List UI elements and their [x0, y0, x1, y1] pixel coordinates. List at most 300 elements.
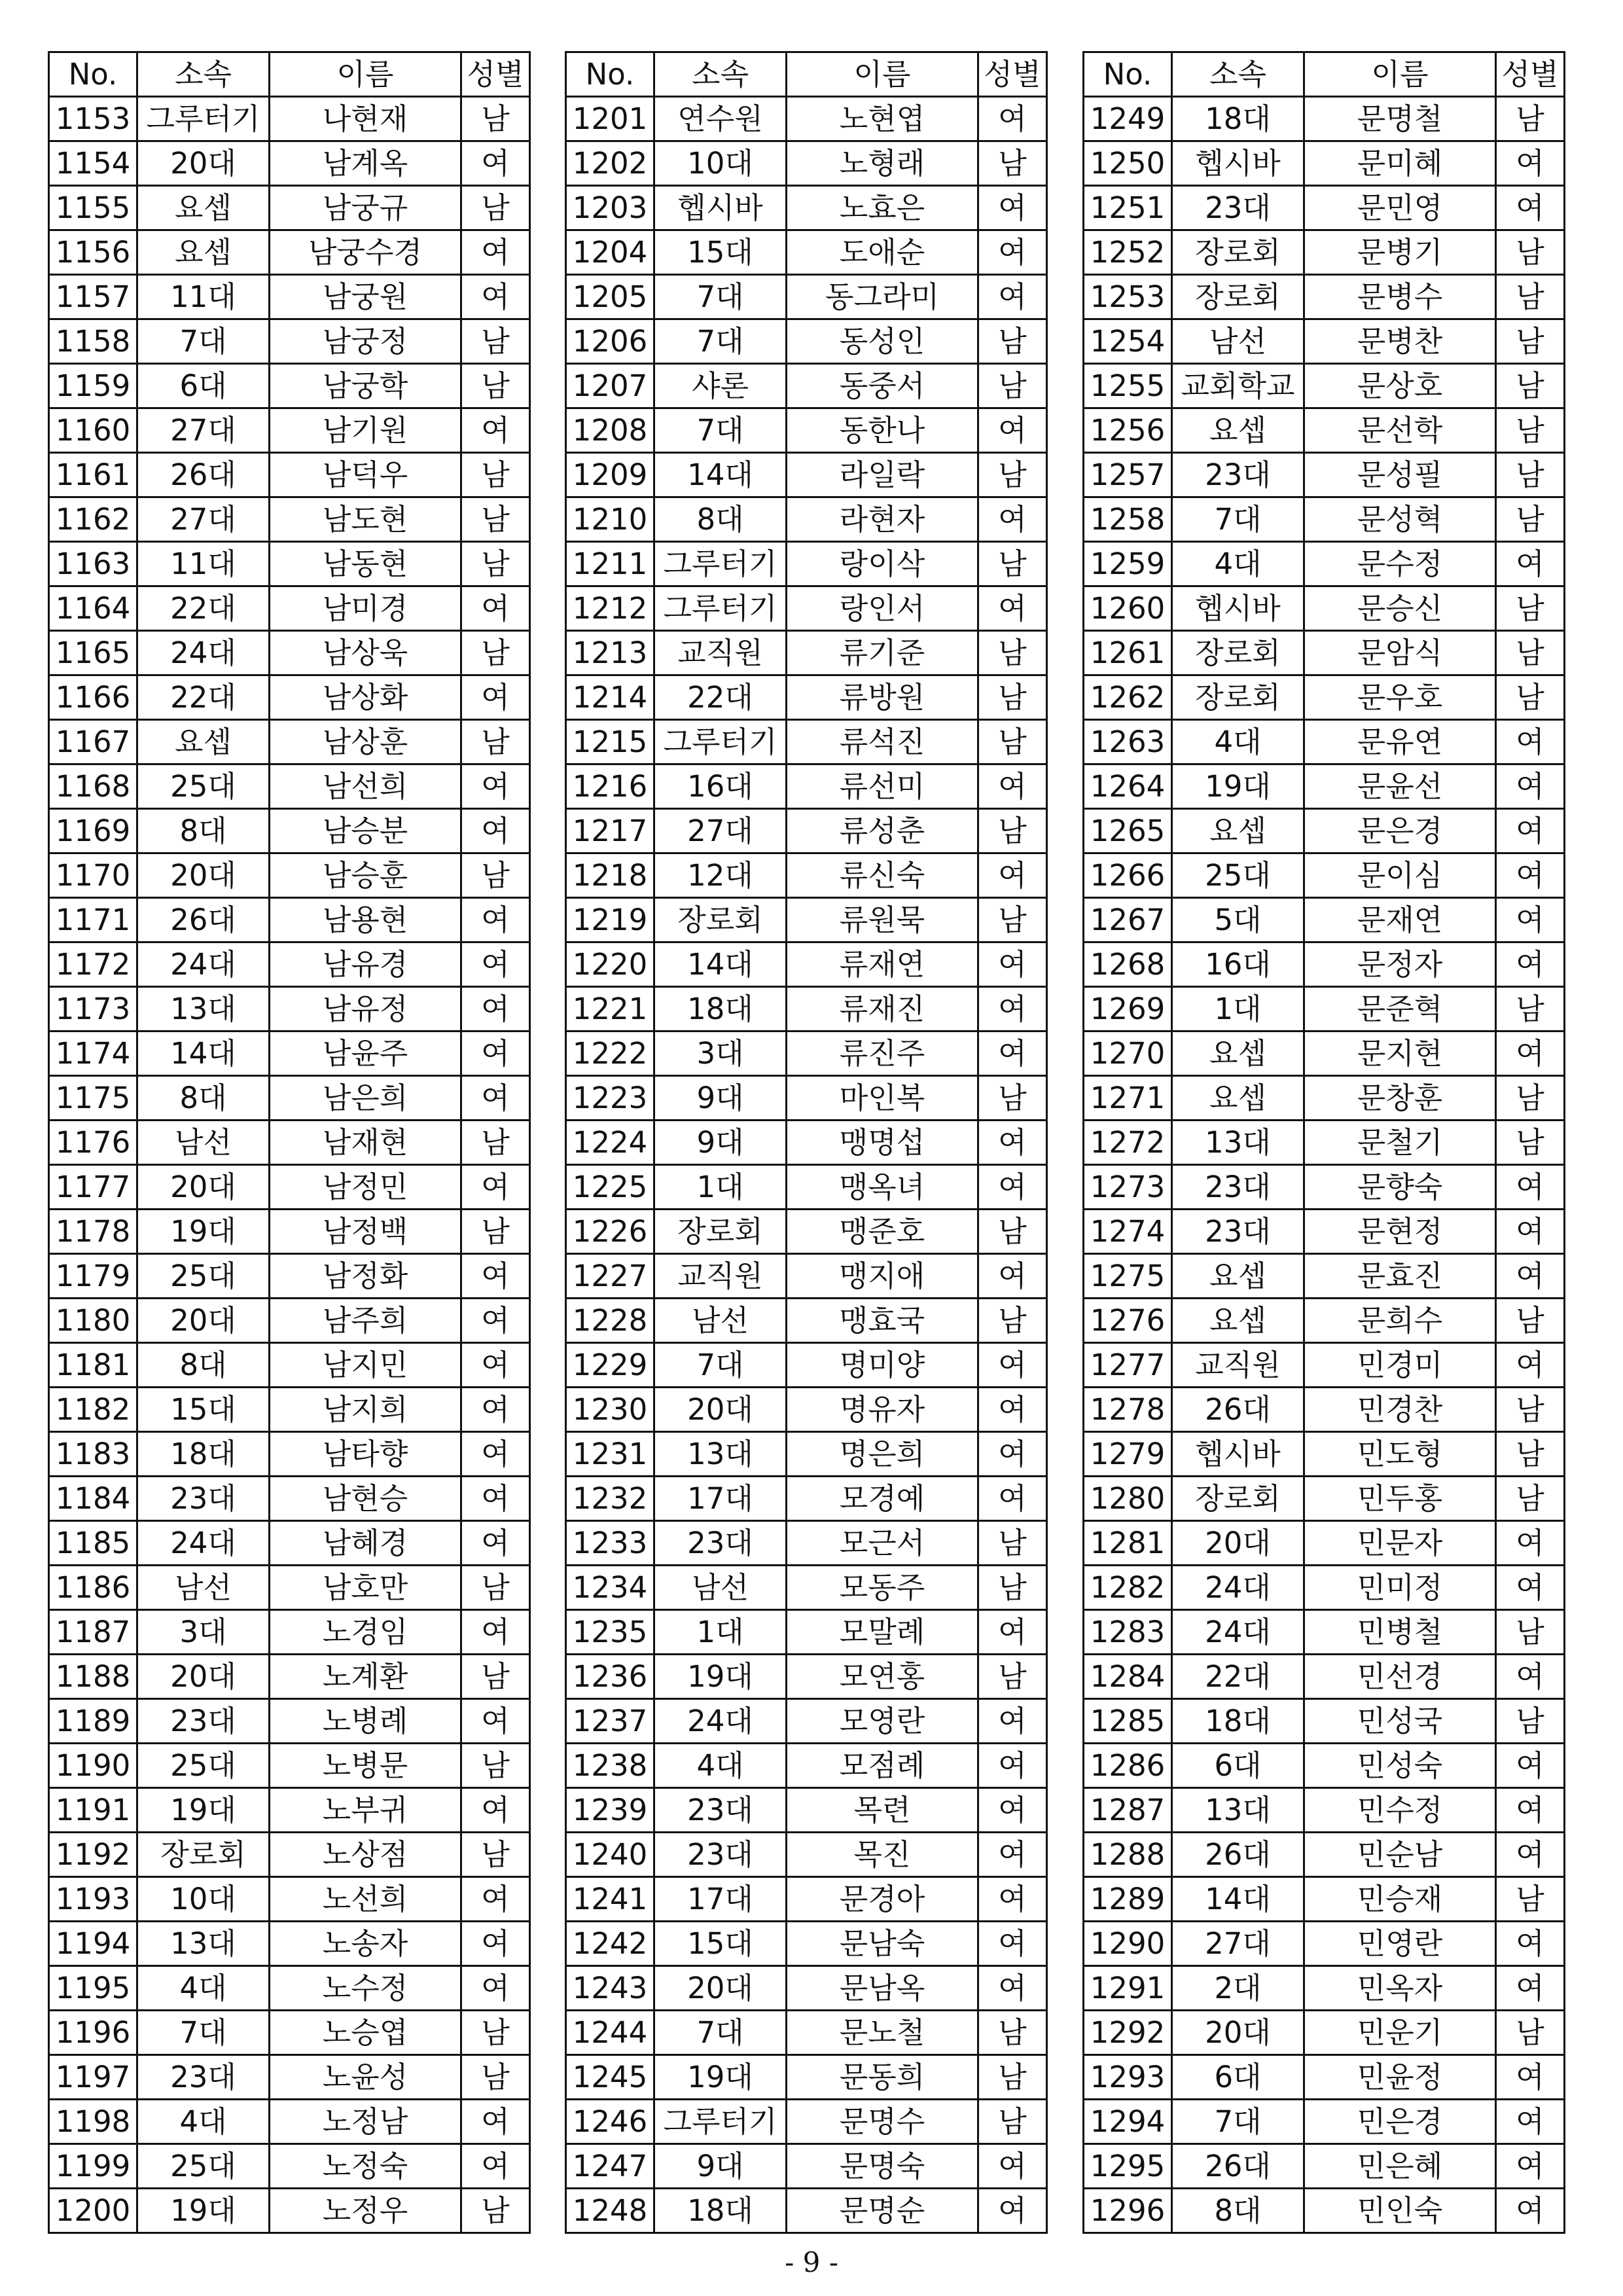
header-no: No.	[1084, 52, 1172, 97]
cell-no: 1217	[566, 809, 654, 853]
cell-name: 동성인	[787, 319, 978, 364]
header-no: No.	[49, 52, 137, 97]
cell-name: 문이심	[1304, 853, 1496, 898]
cell-affiliation: 20대	[654, 1388, 787, 1432]
cell-name: 라일락	[787, 453, 978, 497]
table-row	[1084, 1655, 1565, 1699]
cell-name: 문성혁	[1304, 497, 1496, 542]
cell-no: 1180	[49, 1299, 137, 1343]
cell-gender: 남	[1496, 408, 1565, 453]
cell-name: 맹지애	[787, 1254, 978, 1299]
cell-affiliation: 3대	[654, 1031, 787, 1076]
table-row	[566, 2144, 1047, 2189]
cell-gender: 여	[461, 1699, 530, 1744]
table-row	[1084, 942, 1565, 987]
table-row	[566, 764, 1047, 809]
table-body	[566, 97, 1047, 2233]
table-row	[1084, 1566, 1565, 1610]
cell-affiliation: 23대	[1172, 1165, 1304, 1210]
cell-affiliation: 장로회	[654, 898, 787, 942]
cell-name: 남계옥	[270, 141, 461, 186]
cell-affiliation: 20대	[1172, 2011, 1304, 2055]
cell-gender: 남	[978, 2055, 1047, 2100]
cell-name: 남지민	[270, 1343, 461, 1388]
cell-no: 1273	[1084, 1165, 1172, 1210]
cell-no: 1292	[1084, 2011, 1172, 2055]
cell-affiliation: 26대	[1172, 2144, 1304, 2189]
cell-name: 민수정	[1304, 1788, 1496, 1833]
cell-gender: 여	[1496, 764, 1565, 809]
cell-gender: 남	[978, 364, 1047, 408]
cell-affiliation: 20대	[137, 1299, 270, 1343]
cell-affiliation: 11대	[137, 542, 270, 586]
table-row	[566, 141, 1047, 186]
cell-gender: 여	[978, 1610, 1047, 1655]
table-row	[49, 1610, 530, 1655]
cell-no: 1225	[566, 1165, 654, 1210]
cell-no: 1234	[566, 1566, 654, 1610]
cell-gender: 남	[1496, 631, 1565, 675]
cell-no: 1183	[49, 1432, 137, 1477]
cell-name: 라현자	[787, 497, 978, 542]
cell-gender: 여	[1496, 853, 1565, 898]
cell-no: 1206	[566, 319, 654, 364]
cell-affiliation: 15대	[654, 230, 787, 275]
cell-gender: 여	[1496, 1031, 1565, 1076]
cell-no: 1211	[566, 542, 654, 586]
cell-affiliation: 17대	[654, 1877, 787, 1922]
cell-affiliation: 헵시바	[1172, 1432, 1304, 1477]
cell-no: 1170	[49, 853, 137, 898]
cell-name: 노병문	[270, 1744, 461, 1788]
cell-no: 1265	[1084, 809, 1172, 853]
cell-name: 남유경	[270, 942, 461, 987]
cell-name: 목진	[787, 1833, 978, 1877]
cell-affiliation: 8대	[654, 497, 787, 542]
cell-no: 1290	[1084, 1922, 1172, 1966]
table-row	[566, 1076, 1047, 1121]
cell-no: 1153	[49, 97, 137, 141]
cell-name: 문수정	[1304, 542, 1496, 586]
table-row	[1084, 1076, 1565, 1121]
cell-no: 1174	[49, 1031, 137, 1076]
table-row	[566, 1833, 1047, 1877]
cell-name: 민순남	[1304, 1833, 1496, 1877]
cell-gender: 여	[461, 2144, 530, 2189]
cell-gender: 여	[1496, 1922, 1565, 1966]
table-row	[49, 1966, 530, 2011]
cell-gender: 여	[461, 764, 530, 809]
cell-no: 1240	[566, 1833, 654, 1877]
cell-gender: 남	[1496, 1477, 1565, 1521]
cell-no: 1231	[566, 1432, 654, 1477]
header-affiliation: 소속	[654, 52, 787, 97]
cell-gender: 여	[461, 1521, 530, 1566]
cell-affiliation: 24대	[137, 1521, 270, 1566]
cell-no: 1289	[1084, 1877, 1172, 1922]
table-row	[566, 1877, 1047, 1922]
cell-name: 문승신	[1304, 586, 1496, 631]
cell-name: 문지현	[1304, 1031, 1496, 1076]
cell-affiliation: 14대	[654, 942, 787, 987]
cell-gender: 남	[978, 141, 1047, 186]
cell-name: 문상호	[1304, 364, 1496, 408]
cell-name: 문선학	[1304, 408, 1496, 453]
cell-name: 민운기	[1304, 2011, 1496, 2055]
cell-affiliation: 7대	[654, 1343, 787, 1388]
cell-no: 1294	[1084, 2100, 1172, 2144]
cell-no: 1286	[1084, 1744, 1172, 1788]
cell-gender: 여	[978, 1432, 1047, 1477]
cell-gender: 여	[1496, 2055, 1565, 2100]
table-row	[566, 97, 1047, 141]
cell-gender: 여	[461, 230, 530, 275]
cell-no: 1233	[566, 1521, 654, 1566]
cell-gender: 남	[1496, 1299, 1565, 1343]
cell-affiliation: 요셉	[1172, 1254, 1304, 1299]
cell-gender: 여	[978, 186, 1047, 230]
table-row	[566, 1388, 1047, 1432]
cell-name: 문향숙	[1304, 1165, 1496, 1210]
cell-affiliation: 16대	[654, 764, 787, 809]
table-row	[1084, 2144, 1565, 2189]
cell-gender: 남	[1496, 1388, 1565, 1432]
cell-no: 1178	[49, 1210, 137, 1254]
table-row	[49, 97, 530, 141]
cell-affiliation: 13대	[137, 1922, 270, 1966]
cell-name: 문병수	[1304, 275, 1496, 319]
table-row	[566, 942, 1047, 987]
cell-no: 1175	[49, 1076, 137, 1121]
cell-name: 동한나	[787, 408, 978, 453]
table-row	[1084, 1610, 1565, 1655]
cell-name: 모영란	[787, 1699, 978, 1744]
cell-name: 남궁원	[270, 275, 461, 319]
table-row	[1084, 453, 1565, 497]
table-row	[1084, 542, 1565, 586]
cell-gender: 여	[1496, 809, 1565, 853]
cell-affiliation: 13대	[1172, 1121, 1304, 1165]
cell-affiliation: 25대	[137, 1254, 270, 1299]
table-row	[1084, 764, 1565, 809]
cell-name: 남승훈	[270, 853, 461, 898]
table-row	[566, 809, 1047, 853]
cell-affiliation: 7대	[137, 319, 270, 364]
cell-gender: 여	[978, 942, 1047, 987]
cell-name: 문병찬	[1304, 319, 1496, 364]
cell-affiliation: 27대	[654, 809, 787, 853]
cell-gender: 남	[1496, 97, 1565, 141]
table-row	[49, 1566, 530, 1610]
cell-gender: 여	[978, 1744, 1047, 1788]
cell-affiliation: 요셉	[1172, 1076, 1304, 1121]
cell-name: 문암식	[1304, 631, 1496, 675]
cell-gender: 남	[461, 542, 530, 586]
cell-affiliation: 8대	[1172, 2189, 1304, 2233]
cell-gender: 여	[461, 1966, 530, 2011]
cell-affiliation: 헵시바	[1172, 586, 1304, 631]
cell-name: 민선경	[1304, 1655, 1496, 1699]
cell-name: 민윤정	[1304, 2055, 1496, 2100]
cell-no: 1237	[566, 1699, 654, 1744]
table-row	[566, 408, 1047, 453]
cell-affiliation: 27대	[137, 408, 270, 453]
cell-name: 노정남	[270, 2100, 461, 2144]
table-row	[1084, 1388, 1565, 1432]
cell-no: 1197	[49, 2055, 137, 2100]
cell-name: 문동희	[787, 2055, 978, 2100]
cell-affiliation: 헵시바	[654, 186, 787, 230]
table-row	[49, 1521, 530, 1566]
cell-gender: 여	[1496, 186, 1565, 230]
cell-name: 남주희	[270, 1299, 461, 1343]
cell-name: 류석진	[787, 720, 978, 764]
cell-name: 노정우	[270, 2189, 461, 2233]
cell-affiliation: 4대	[137, 2100, 270, 2144]
table-row	[566, 1210, 1047, 1254]
cell-gender: 여	[461, 898, 530, 942]
cell-affiliation: 23대	[137, 1699, 270, 1744]
table-row	[1084, 1121, 1565, 1165]
cell-no: 1179	[49, 1254, 137, 1299]
cell-no: 1169	[49, 809, 137, 853]
cell-gender: 남	[978, 1521, 1047, 1566]
cell-no: 1220	[566, 942, 654, 987]
table-row	[49, 1744, 530, 1788]
cell-gender: 여	[1496, 1165, 1565, 1210]
cell-affiliation: 9대	[654, 2144, 787, 2189]
cell-no: 1196	[49, 2011, 137, 2055]
cell-name: 문효진	[1304, 1254, 1496, 1299]
cell-affiliation: 7대	[137, 2011, 270, 2055]
cell-name: 노경임	[270, 1610, 461, 1655]
member-table-3	[1082, 51, 1565, 2234]
cell-name: 류재진	[787, 987, 978, 1031]
cell-affiliation: 9대	[654, 1121, 787, 1165]
table-row	[1084, 675, 1565, 720]
cell-no: 1271	[1084, 1076, 1172, 1121]
cell-no: 1267	[1084, 898, 1172, 942]
cell-no: 1157	[49, 275, 137, 319]
cell-no: 1248	[566, 2189, 654, 2233]
cell-gender: 여	[978, 2144, 1047, 2189]
cell-gender: 여	[461, 1254, 530, 1299]
table-row	[49, 453, 530, 497]
cell-affiliation: 25대	[1172, 853, 1304, 898]
header-gender: 성별	[978, 52, 1047, 97]
cell-affiliation: 22대	[1172, 1655, 1304, 1699]
cell-affiliation: 요셉	[1172, 809, 1304, 853]
table-row	[566, 1031, 1047, 1076]
table-row	[566, 1966, 1047, 2011]
cell-affiliation: 27대	[137, 497, 270, 542]
cell-gender: 여	[978, 1031, 1047, 1076]
cell-affiliation: 19대	[137, 2189, 270, 2233]
cell-affiliation: 13대	[654, 1432, 787, 1477]
cell-gender: 남	[1496, 586, 1565, 631]
cell-no: 1190	[49, 1744, 137, 1788]
cell-affiliation: 1대	[1172, 987, 1304, 1031]
cell-no: 1212	[566, 586, 654, 631]
cell-affiliation: 14대	[137, 1031, 270, 1076]
cell-no: 1185	[49, 1521, 137, 1566]
cell-no: 1177	[49, 1165, 137, 1210]
cell-no: 1293	[1084, 2055, 1172, 2100]
cell-no: 1204	[566, 230, 654, 275]
cell-gender: 여	[1496, 1966, 1565, 2011]
cell-no: 1270	[1084, 1031, 1172, 1076]
cell-gender: 여	[978, 1699, 1047, 1744]
table-row	[49, 987, 530, 1031]
cell-gender: 여	[1496, 942, 1565, 987]
header-affiliation: 소속	[137, 52, 270, 97]
cell-gender: 여	[461, 2100, 530, 2144]
table-row	[49, 2011, 530, 2055]
table-row	[566, 1566, 1047, 1610]
cell-gender: 남	[1496, 275, 1565, 319]
cell-name: 민경미	[1304, 1343, 1496, 1388]
table-row	[1084, 1833, 1565, 1877]
table-row	[49, 853, 530, 898]
table-row	[566, 853, 1047, 898]
cell-no: 1166	[49, 675, 137, 720]
cell-no: 1173	[49, 987, 137, 1031]
cell-no: 1216	[566, 764, 654, 809]
cell-affiliation: 헵시바	[1172, 141, 1304, 186]
cell-no: 1193	[49, 1877, 137, 1922]
cell-name: 랑인서	[787, 586, 978, 631]
cell-name: 남윤주	[270, 1031, 461, 1076]
table-row	[49, 275, 530, 319]
cell-gender: 남	[461, 2055, 530, 2100]
cell-no: 1260	[1084, 586, 1172, 631]
cell-affiliation: 8대	[137, 809, 270, 853]
cell-name: 남궁규	[270, 186, 461, 230]
cell-no: 1264	[1084, 764, 1172, 809]
table-row	[566, 1254, 1047, 1299]
cell-gender: 남	[461, 453, 530, 497]
cell-no: 1274	[1084, 1210, 1172, 1254]
cell-affiliation: 23대	[654, 1521, 787, 1566]
cell-no: 1262	[1084, 675, 1172, 720]
cell-affiliation: 18대	[1172, 1699, 1304, 1744]
cell-affiliation: 교직원	[1172, 1343, 1304, 1388]
cell-no: 1155	[49, 186, 137, 230]
cell-affiliation: 샤론	[654, 364, 787, 408]
cell-name: 노수정	[270, 1966, 461, 2011]
table-row	[49, 1031, 530, 1076]
cell-no: 1258	[1084, 497, 1172, 542]
table-row	[1084, 720, 1565, 764]
cell-gender: 여	[461, 408, 530, 453]
cell-gender: 남	[978, 542, 1047, 586]
cell-no: 1243	[566, 1966, 654, 2011]
cell-name: 남은희	[270, 1076, 461, 1121]
cell-affiliation: 그루터기	[137, 97, 270, 141]
table-row	[566, 2055, 1047, 2100]
cell-affiliation: 요셉	[1172, 408, 1304, 453]
cell-affiliation: 24대	[654, 1699, 787, 1744]
cell-no: 1281	[1084, 1521, 1172, 1566]
cell-gender: 남	[461, 1655, 530, 1699]
cell-name: 문재연	[1304, 898, 1496, 942]
cell-no: 1195	[49, 1966, 137, 2011]
cell-gender: 남	[978, 1210, 1047, 1254]
table-row	[566, 542, 1047, 586]
table-row	[1084, 97, 1565, 141]
table-row	[566, 1655, 1047, 1699]
cell-name: 모동주	[787, 1566, 978, 1610]
cell-gender: 여	[461, 1922, 530, 1966]
cell-affiliation: 18대	[137, 1432, 270, 1477]
cell-affiliation: 4대	[1172, 720, 1304, 764]
table-row	[1084, 1432, 1565, 1477]
cell-affiliation: 22대	[654, 675, 787, 720]
cell-name: 민문자	[1304, 1521, 1496, 1566]
cell-affiliation: 23대	[654, 1788, 787, 1833]
header-affiliation: 소속	[1172, 52, 1304, 97]
cell-name: 민인숙	[1304, 2189, 1496, 2233]
cell-gender: 여	[1496, 1210, 1565, 1254]
table-row	[49, 1121, 530, 1165]
cell-gender: 남	[461, 631, 530, 675]
cell-name: 남상욱	[270, 631, 461, 675]
cell-name: 민은경	[1304, 2100, 1496, 2144]
cell-affiliation: 2대	[1172, 1966, 1304, 2011]
table-body	[49, 97, 530, 2233]
cell-affiliation: 4대	[137, 1966, 270, 2011]
cell-gender: 남	[1496, 1121, 1565, 1165]
cell-gender: 남	[1496, 1877, 1565, 1922]
cell-name: 모경예	[787, 1477, 978, 1521]
cell-name: 민미정	[1304, 1566, 1496, 1610]
table-row	[566, 1165, 1047, 1210]
cell-gender: 남	[461, 319, 530, 364]
cell-name: 노송자	[270, 1922, 461, 1966]
cell-no: 1184	[49, 1477, 137, 1521]
cell-name: 모근서	[787, 1521, 978, 1566]
cell-no: 1241	[566, 1877, 654, 1922]
table-row	[49, 1254, 530, 1299]
cell-gender: 여	[978, 1877, 1047, 1922]
cell-no: 1163	[49, 542, 137, 586]
cell-no: 1181	[49, 1343, 137, 1388]
cell-no: 1277	[1084, 1343, 1172, 1388]
cell-no: 1284	[1084, 1655, 1172, 1699]
member-table-1	[48, 51, 531, 2234]
cell-no: 1285	[1084, 1699, 1172, 1744]
cell-name: 남도현	[270, 497, 461, 542]
cell-gender: 남	[461, 853, 530, 898]
cell-affiliation: 장로회	[1172, 1477, 1304, 1521]
cell-affiliation: 27대	[1172, 1922, 1304, 1966]
cell-affiliation: 19대	[654, 2055, 787, 2100]
table-row	[49, 764, 530, 809]
cell-no: 1219	[566, 898, 654, 942]
cell-affiliation: 교직원	[654, 631, 787, 675]
cell-gender: 여	[978, 586, 1047, 631]
table-row	[1084, 141, 1565, 186]
cell-gender: 남	[461, 186, 530, 230]
cell-affiliation: 그루터기	[654, 2100, 787, 2144]
cell-no: 1257	[1084, 453, 1172, 497]
table-row	[1084, 2055, 1565, 2100]
cell-no: 1259	[1084, 542, 1172, 586]
cell-affiliation: 1대	[654, 1610, 787, 1655]
cell-no: 1209	[566, 453, 654, 497]
cell-name: 문창훈	[1304, 1076, 1496, 1121]
table-row	[566, 1610, 1047, 1655]
